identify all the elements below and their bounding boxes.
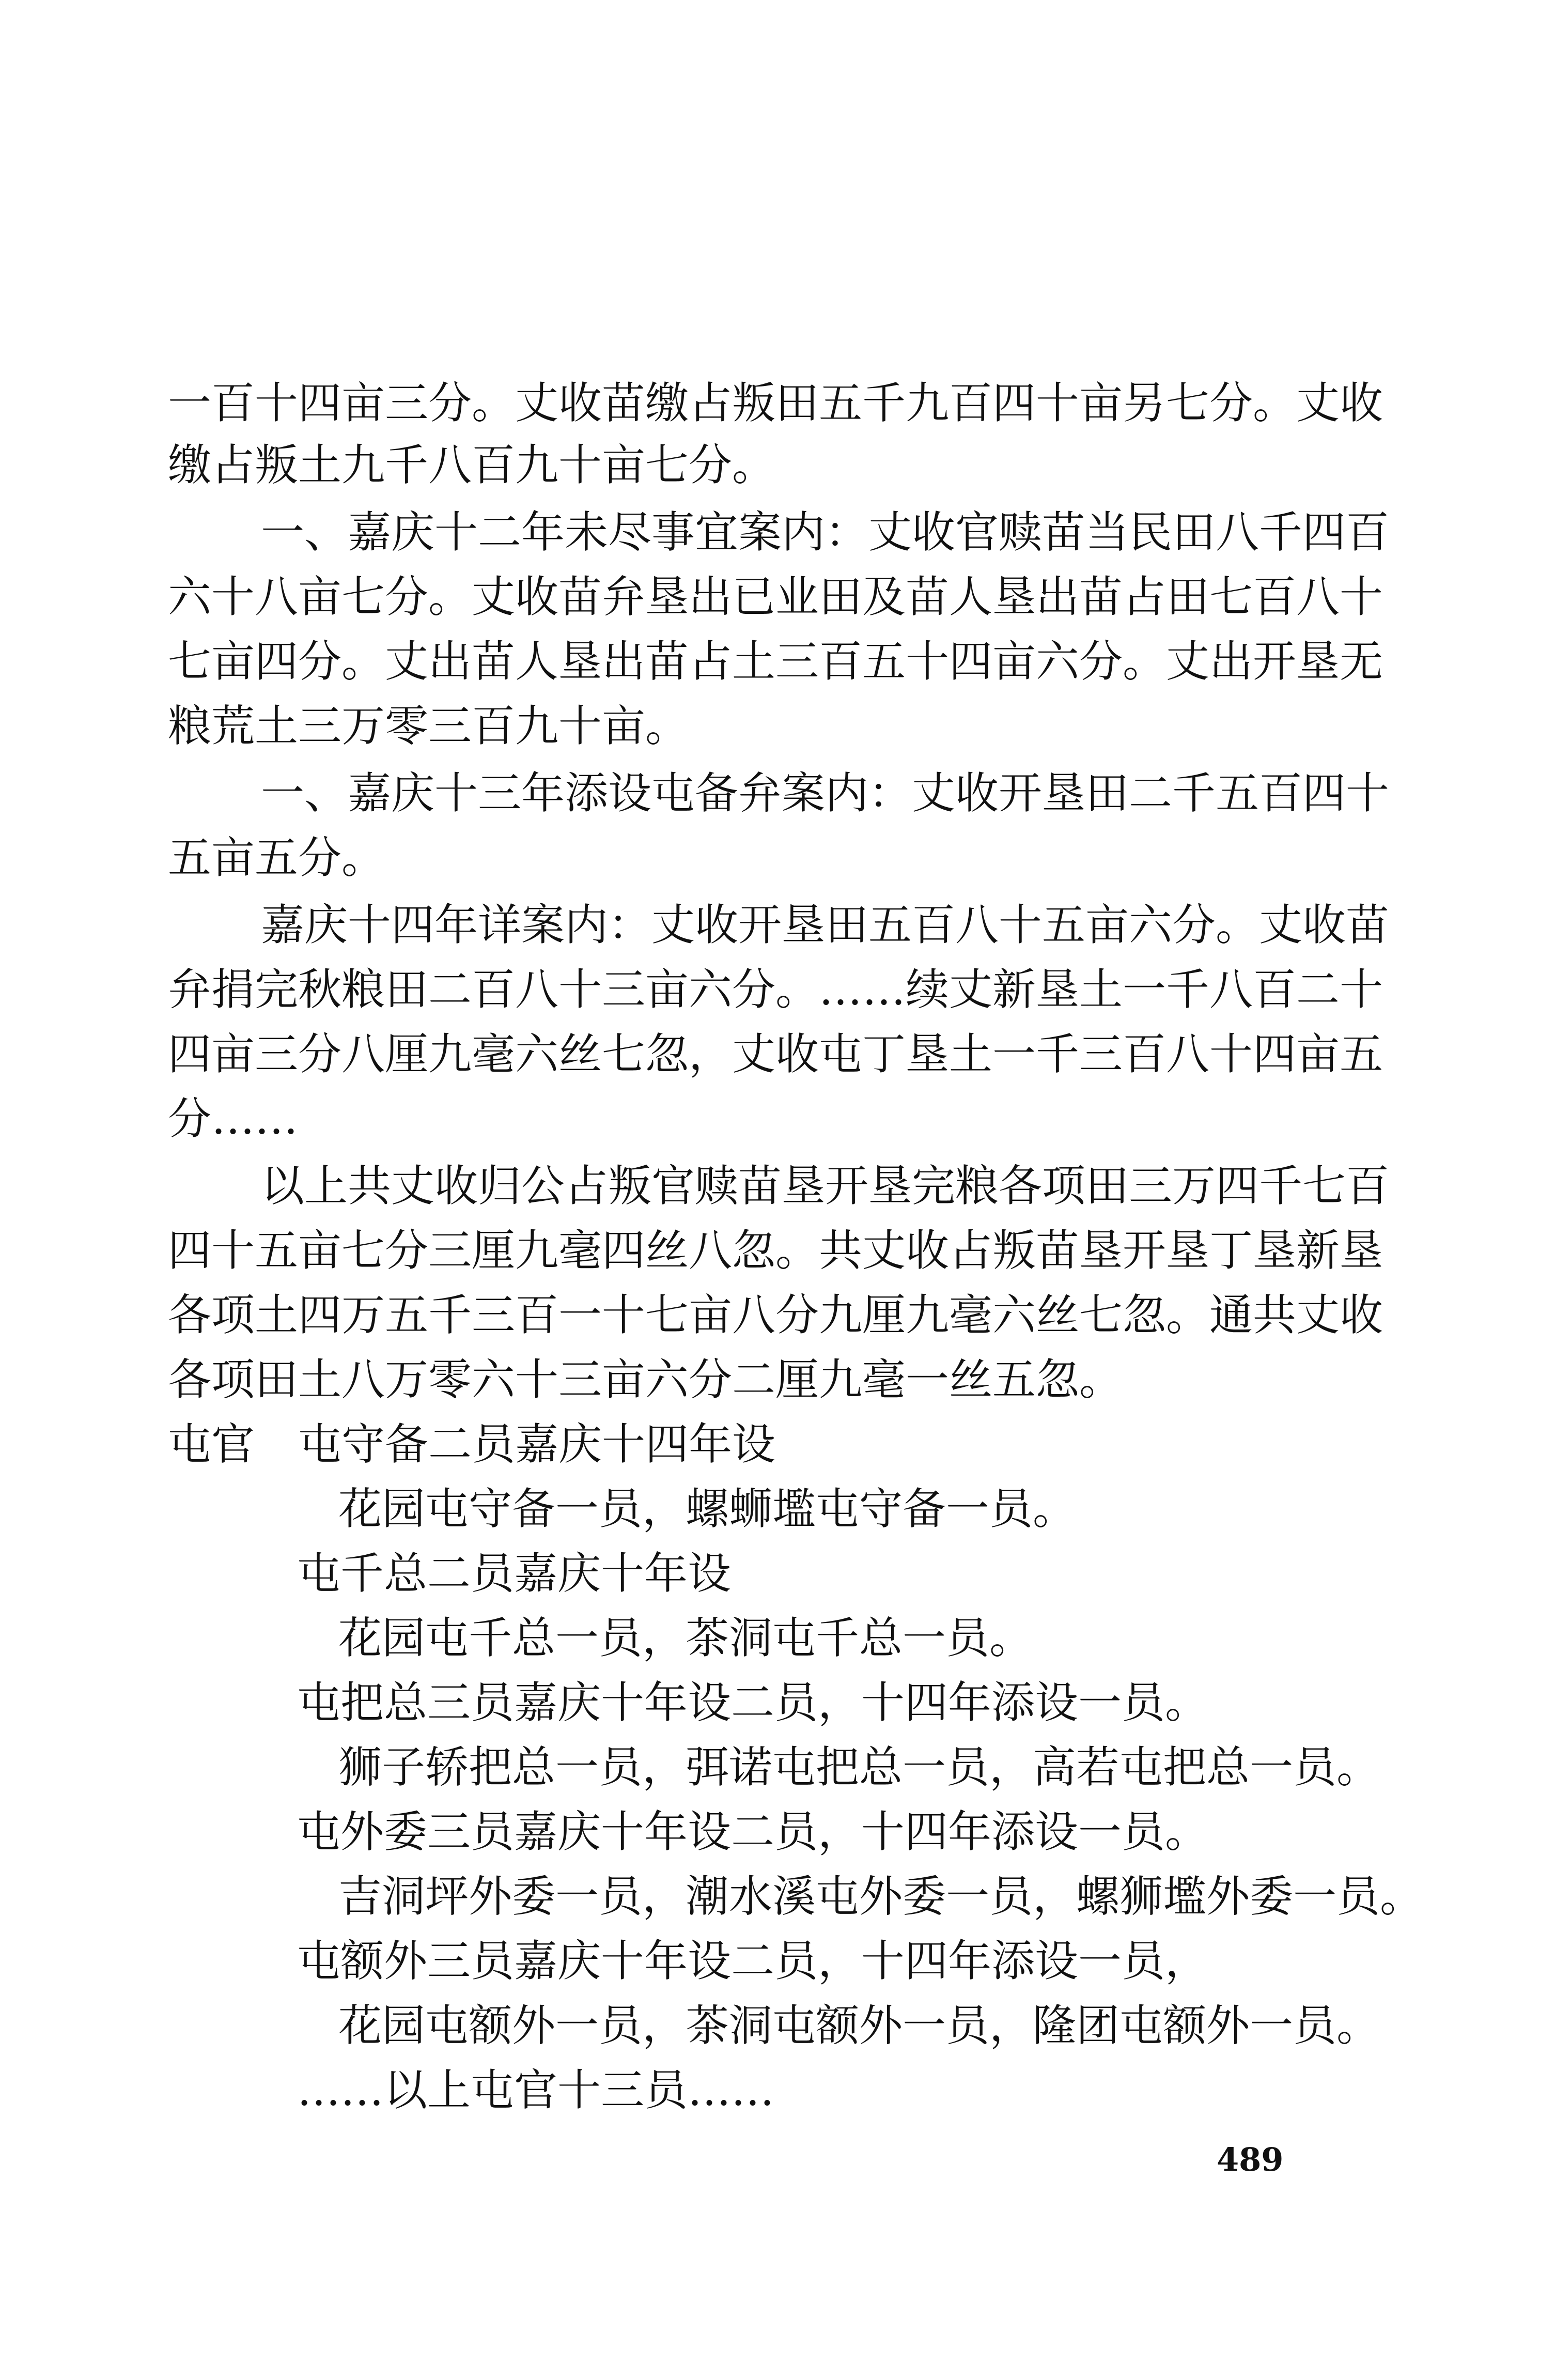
page-number: 489 — [1217, 2141, 1284, 2178]
text-line: 四亩三分八厘九毫六丝七忽，丈收屯丁垦土一千三百八十四亩五 — [168, 1029, 1383, 1079]
text-line: 屯官 屯守备二员嘉庆十四年设 — [168, 1419, 776, 1470]
text-line: 屯把总三员嘉庆十年设二员，十四年添设一员。 — [297, 1677, 1209, 1728]
text-line: ……以上屯官十三员…… — [297, 2065, 775, 2115]
text-line: 一、嘉庆十三年添设屯备弁案内：丈收开垦田二千五百四十 — [261, 768, 1390, 818]
text-line: 分…… — [168, 1093, 299, 1144]
text-line: 一、嘉庆十二年未尽事宜案内：丈收官赎苗当民田八千四百 — [261, 507, 1390, 558]
text-line: 四十五亩七分三厘九毫四丝八忽。共丈收占叛苗垦开垦丁垦新垦 — [168, 1225, 1383, 1276]
text-line: 屯外委三员嘉庆十年设二员，十四年添设一员。 — [297, 1806, 1209, 1857]
text-line: 五亩五分。 — [168, 832, 385, 883]
text-line: 各项田土八万零六十三亩六分二厘九毫一丝五忽。 — [168, 1354, 1123, 1405]
text-line: 弁捐完秋粮田二百八十三亩六分。……续丈新垦土一千八百二十 — [168, 964, 1383, 1015]
text-line: 缴占叛土九千八百九十亩七分。 — [168, 440, 776, 490]
text-line: 一百十四亩三分。丈收苗缴占叛田五千九百四十亩另七分。丈收 — [168, 378, 1383, 428]
text-line: 嘉庆十四年详案内：丈收开垦田五百八十五亩六分。丈收苗 — [261, 900, 1390, 950]
text-line: 花园屯守备一员，螺蛳壏屯守备一员。 — [338, 1483, 1077, 1534]
text-line: 屯额外三员嘉庆十年设二员，十四年添设一员， — [297, 1936, 1209, 1986]
text-line: 六十八亩七分。丈收苗弁垦出已业田及苗人垦出苗占田七百八十 — [168, 571, 1383, 622]
text-line: 以上共丈收归公占叛官赎苗垦开垦完粮各项田三万四千七百 — [261, 1161, 1390, 1211]
text-line: 各项土四万五千三百一十七亩八分九厘九毫六丝七忽。通共丈收 — [168, 1290, 1383, 1340]
text-line: 粮荒土三万零三百九十亩。 — [168, 701, 689, 751]
text-line: 花园屯额外一员，茶洞屯额外一员，隆团屯额外一员。 — [338, 2000, 1380, 2051]
text-line: 七亩四分。丈出苗人垦出苗占土三百五十四亩六分。丈出开垦无 — [168, 636, 1383, 687]
text-line: 吉洞坪外委一员，潮水溪屯外委一员，螺狮壏外委一员。 — [338, 1871, 1424, 1922]
text-line: 屯千总二员嘉庆十年设 — [297, 1548, 732, 1599]
text-line: 花园屯千总一员，茶洞屯千总一员。 — [338, 1613, 1033, 1663]
text-line: 狮子轿把总一员，弭诺屯把总一员，高若屯把总一员。 — [338, 1742, 1380, 1792]
